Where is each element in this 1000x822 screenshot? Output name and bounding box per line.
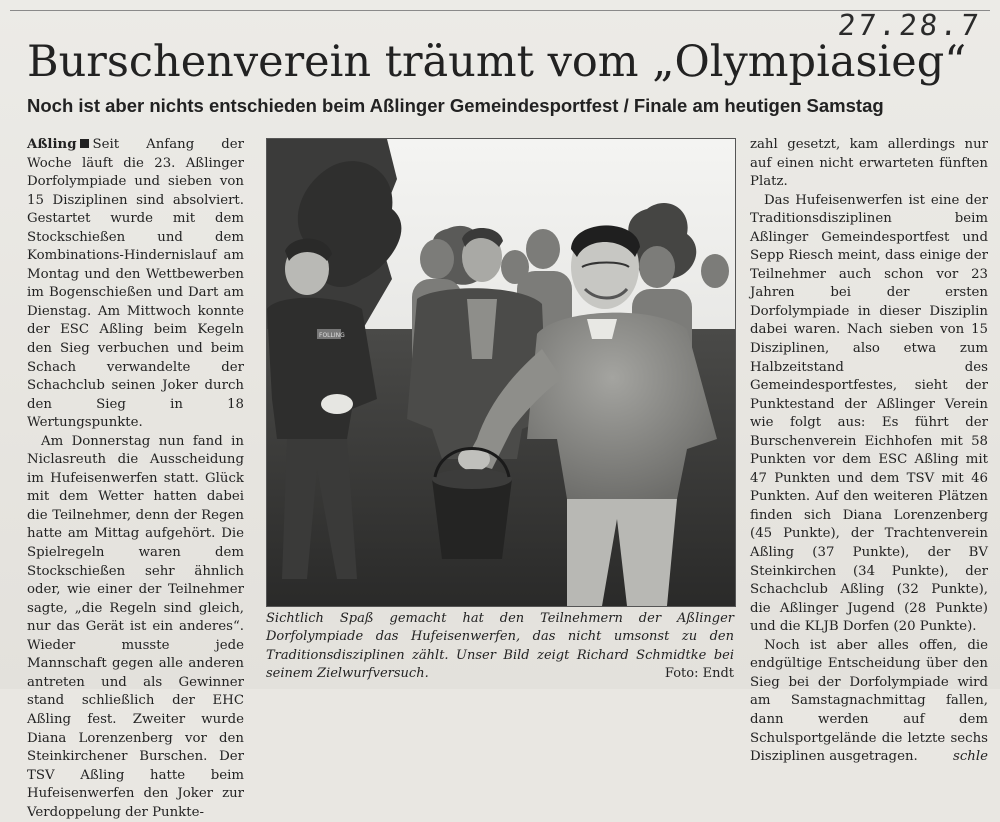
headline: Burschenverein träumt vom „Olympiasieg“ xyxy=(27,37,967,87)
paragraph-4: Das Hufeisenwerfen ist eine der Traditionsdisziplinen beim Aßlinger Gemeindesportfest und Sepp Riesch meint, dass einige der Teilnehmer auch schon vor 23 Jahren bei der ersten Dorfolympiade in dieser Disziplin dabei waren. Nach sieben von 15 Disziplinen, also etwa zum Halbzeitstand des Gemeindesportfestes, sieht der Punktestand der Aßlinger Verein wie folgt aus: Es führt der Burschenverein Eichhofen mit 58 Punkten vor dem ESC Aßling mit 47 Punkten und dem TSV mit 46 Punkten. Auf den weiteren Plätzen finden sich Diana Lorenzenberg (45 Punkte), der Trachtenverein Aßling (37 Punkte), der BV Steinkirchen (34 Punkte), der Schachclub Aßling (32 Punkte), die Aßlinger Jugend (28 Punkte) und die KLJB Dorfen (20 Punkte). xyxy=(750,192,988,635)
dateline: Aßling xyxy=(27,137,77,152)
right-column xyxy=(750,136,988,765)
news-photo xyxy=(266,138,736,607)
dateline-square-icon xyxy=(80,139,89,148)
paragraph-1-text: Seit Anfang der Woche läuft die 23. Aßlinger Dorfolympiade und sieben von 15 Disziplinen sind absolviert. Gestartet wurde mit dem Stockschießen und dem Kombinations-Hindernislauf am Montag und den Wettbewerben im Bogenschießen und Dart am Dienstag. Am Mittwoch konnte der ESC Aßling beim Kegeln den Sieg verbuchen und beim Schach verwandelte der Schachclub seinen Joker durch den Sieg in 18 Wertungspunkte. xyxy=(27,137,244,431)
paragraph-3: zahl gesetzt, kam allerdings nur auf einen nicht erwarteten fünften Platz. xyxy=(750,137,988,190)
caption-text: Sichtlich Spaß gemacht hat den Teilnehmern der Aßlinger Dorfolympiade das Hufeisenwerfen, das nicht umsonst zu den Traditionsdisziplinen zählt. Unser Bild zeigt Richard Schmidtke bei seinem Zielwurfversuch. xyxy=(266,611,734,682)
author-signature: schle xyxy=(953,749,988,765)
left-column xyxy=(27,136,244,820)
subheadline: Noch ist aber nichts entschieden beim Aßlinger Gemeindesportfest / Finale am heutigen Samstag xyxy=(27,95,884,116)
handwritten-date: 27.28.7 xyxy=(836,8,984,42)
shirt-print: FOLLING xyxy=(319,332,345,339)
photo-caption xyxy=(266,610,734,684)
paragraph-5-text: Noch ist aber alles offen, die endgültige Entscheidung über den Sieg bei der Dorfolympiade wird am Samstagnachmittag fallen, dann werden auf dem Schulsportgelände die letzte sechs Disziplinen ausgetragen. xyxy=(750,637,988,765)
paragraph-5 xyxy=(750,637,988,767)
paragraph-1 xyxy=(27,136,244,433)
photo-credit: Foto: Endt xyxy=(664,666,734,682)
paragraph-2: Am Donnerstag nun fand in Niclasreuth die Ausscheidung im Hufeisenwerfen statt. Glück mit dem Wetter hatten dabei die Teilnehmer, denn der Regen hatte am Mittag aufgehört. Die Spielregeln waren dem Stockschießen sehr ähnlich oder, wie einer der Teilnehmer sagte, „die Regeln sind gleich, nur das Gerät ist ein anderes“. Wieder musste jede Mannschaft gegen alle anderen antreten und als Gewinner stand schließlich der EHC Aßling fest. Zweiter wurde Diana Lorenzenberg vor den Steinkirchener Burschen. Der TSV Aßling hatte beim Hufeisenwerfen den Joker zur Verdoppelung der Punkte- xyxy=(27,433,244,820)
